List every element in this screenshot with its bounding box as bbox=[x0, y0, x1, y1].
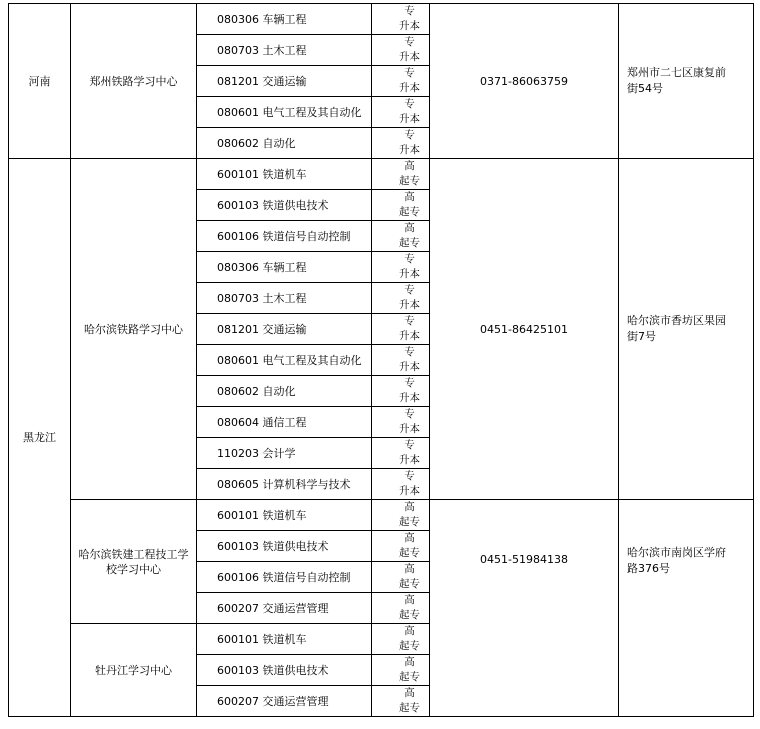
level-cell: 高 起专 bbox=[372, 593, 430, 624]
major-cell: 080605 计算机科学与技术 bbox=[197, 469, 372, 500]
major-cell: 081201 交通运输 bbox=[197, 66, 372, 97]
level-cell: 专 升本 bbox=[372, 35, 430, 66]
level-cell: 高 起专 bbox=[372, 655, 430, 686]
phone-cell: 0371-86063759 bbox=[430, 4, 619, 159]
major-cell: 080601 电气工程及其自动化 bbox=[197, 97, 372, 128]
center-cell: 郑州铁路学习中心 bbox=[71, 4, 197, 159]
major-cell: 600103 铁道供电技术 bbox=[197, 531, 372, 562]
major-cell: 080306 车辆工程 bbox=[197, 4, 372, 35]
address-cell: 哈尔滨市南岗区学府 路376号 bbox=[619, 500, 754, 717]
table-row bbox=[9, 500, 754, 531]
level-cell: 高 起专 bbox=[372, 500, 430, 531]
level-cell: 高 起专 bbox=[372, 159, 430, 190]
level-cell: 高 起专 bbox=[372, 221, 430, 252]
major-cell: 080703 土木工程 bbox=[197, 35, 372, 66]
major-cell: 600101 铁道机车 bbox=[197, 159, 372, 190]
major-cell: 110203 会计学 bbox=[197, 438, 372, 469]
province-cell: 黑龙江 bbox=[9, 159, 71, 717]
level-cell: 高 起专 bbox=[372, 562, 430, 593]
major-cell: 600103 铁道供电技术 bbox=[197, 190, 372, 221]
center-cell: 牡丹江学习中心 bbox=[71, 624, 197, 717]
major-cell: 600101 铁道机车 bbox=[197, 624, 372, 655]
major-cell: 080601 电气工程及其自动化 bbox=[197, 345, 372, 376]
level-cell: 高 起专 bbox=[372, 624, 430, 655]
major-cell: 600101 铁道机车 bbox=[197, 500, 372, 531]
level-cell: 高 起专 bbox=[372, 531, 430, 562]
level-cell: 专 升本 bbox=[372, 314, 430, 345]
level-cell: 专 升本 bbox=[372, 4, 430, 35]
level-cell: 专 升本 bbox=[372, 345, 430, 376]
level-cell: 专 升本 bbox=[372, 469, 430, 500]
major-cell: 600103 铁道供电技术 bbox=[197, 655, 372, 686]
major-cell: 081201 交通运输 bbox=[197, 314, 372, 345]
address-cell: 哈尔滨市香坊区果园 街7号 bbox=[619, 159, 754, 500]
level-cell: 专 升本 bbox=[372, 128, 430, 159]
level-cell: 专 升本 bbox=[372, 376, 430, 407]
major-cell: 080602 自动化 bbox=[197, 376, 372, 407]
major-cell: 600106 铁道信号自动控制 bbox=[197, 221, 372, 252]
major-cell: 080602 自动化 bbox=[197, 128, 372, 159]
major-cell: 600207 交通运营管理 bbox=[197, 593, 372, 624]
level-cell: 专 升本 bbox=[372, 66, 430, 97]
table-row bbox=[9, 159, 754, 190]
level-cell: 专 升本 bbox=[372, 407, 430, 438]
level-cell: 高 起专 bbox=[372, 686, 430, 717]
level-cell: 专 升本 bbox=[372, 97, 430, 128]
level-cell: 高 起专 bbox=[372, 190, 430, 221]
major-cell: 080306 车辆工程 bbox=[197, 252, 372, 283]
major-cell: 600207 交通运营管理 bbox=[197, 686, 372, 717]
address-cell: 郑州市二七区康复前 街54号 bbox=[619, 4, 754, 159]
level-cell: 专 升本 bbox=[372, 283, 430, 314]
major-cell: 080703 土木工程 bbox=[197, 283, 372, 314]
phone-cell: 0451-86425101 bbox=[430, 159, 619, 500]
phone-cell: 0451-51984138 bbox=[430, 500, 619, 717]
learning-center-table bbox=[8, 3, 754, 717]
major-cell: 600106 铁道信号自动控制 bbox=[197, 562, 372, 593]
province-cell: 河南 bbox=[9, 4, 71, 159]
level-cell: 专 升本 bbox=[372, 252, 430, 283]
center-cell: 哈尔滨铁路学习中心 bbox=[71, 159, 197, 500]
major-cell: 080604 通信工程 bbox=[197, 407, 372, 438]
table-row bbox=[9, 4, 754, 35]
level-cell: 专 升本 bbox=[372, 438, 430, 469]
center-cell: 哈尔滨铁建工程技工学校学习中心 bbox=[71, 500, 197, 624]
